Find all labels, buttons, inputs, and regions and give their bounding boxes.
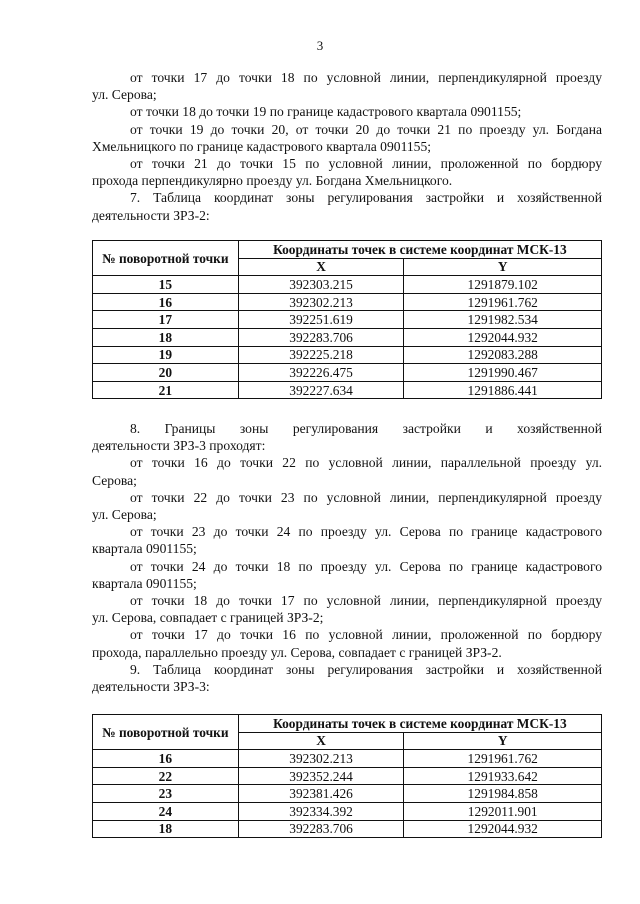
text-line: 7. Таблица координат зоны регулирования застройки и хозяйственной bbox=[130, 190, 602, 206]
point-number: 24 bbox=[93, 802, 239, 820]
y-coordinate: 1291879.102 bbox=[404, 276, 602, 294]
text-line: ул. Серова; bbox=[92, 87, 157, 103]
table-row bbox=[93, 311, 602, 329]
text-line: от точки 23 до точки 24 по проезду ул. Серова по границе кадастрового bbox=[130, 524, 602, 540]
table-row bbox=[93, 346, 602, 364]
text-line: 9. Таблица координат зоны регулирования застройки и хозяйственной bbox=[130, 661, 602, 677]
header-y: Y bbox=[404, 258, 602, 276]
zrz2-coordinates-table bbox=[92, 240, 602, 399]
point-number: 17 bbox=[93, 311, 239, 329]
header-point-number: № поворотной точки bbox=[93, 241, 239, 276]
table-row bbox=[93, 750, 602, 768]
text-line: ул. Серова, совпадает с границей ЗРЗ-2; bbox=[92, 610, 324, 626]
text-line: от точки 17 до точки 16 по условной линии, проложенной по бордюру bbox=[130, 627, 602, 643]
point-number: 18 bbox=[93, 328, 239, 346]
x-coordinate: 392251.619 bbox=[238, 311, 404, 329]
point-number: 21 bbox=[93, 381, 239, 399]
header-y: Y bbox=[404, 732, 602, 750]
text-line: от точки 18 до точки 17 по условной линии, перпендикулярной проезду bbox=[130, 593, 602, 609]
text-line: деятельности ЗРЗ-3 проходят: bbox=[92, 438, 266, 454]
text-line: от точки 16 до точки 22 по условной линии, параллельной проезду ул. bbox=[130, 455, 602, 471]
x-coordinate: 392283.706 bbox=[238, 328, 404, 346]
x-coordinate: 392283.706 bbox=[238, 820, 404, 838]
header-x: X bbox=[238, 258, 404, 276]
text-line: от точки 22 до точки 23 по условной линии, перпендикулярной проезду bbox=[130, 489, 602, 505]
point-number: 15 bbox=[93, 276, 239, 294]
header-point-number: № поворотной точки bbox=[93, 715, 239, 750]
y-coordinate: 1291961.762 bbox=[404, 293, 602, 311]
y-coordinate: 1291961.762 bbox=[404, 750, 602, 768]
x-coordinate: 392302.213 bbox=[238, 750, 404, 768]
y-coordinate: 1291984.858 bbox=[404, 785, 602, 803]
text-line: квартала 0901155; bbox=[92, 541, 197, 557]
table-row bbox=[93, 276, 602, 294]
table-row bbox=[93, 767, 602, 785]
x-coordinate: 392334.392 bbox=[238, 802, 404, 820]
text-line: деятельности ЗРЗ-2: bbox=[92, 207, 210, 223]
point-number: 23 bbox=[93, 785, 239, 803]
header-x: X bbox=[238, 732, 404, 750]
y-coordinate: 1292083.288 bbox=[404, 346, 602, 364]
text-line: от точки 17 до точки 18 по условной линии, перпендикулярной проезду bbox=[130, 70, 602, 85]
text-line: прохода перпендикулярно проезду ул. Богдана Хмельницкого. bbox=[92, 173, 453, 189]
point-number: 20 bbox=[93, 364, 239, 382]
zrz3-boundary-text bbox=[92, 420, 602, 695]
y-coordinate: 1291933.642 bbox=[404, 767, 602, 785]
point-number: 22 bbox=[93, 767, 239, 785]
y-coordinate: 1292011.901 bbox=[404, 802, 602, 820]
table-row bbox=[93, 364, 602, 382]
point-number: 19 bbox=[93, 346, 239, 364]
y-coordinate: 1291886.441 bbox=[404, 381, 602, 399]
text-line: Хмельницкого по границе кадастрового квартала 0901155; bbox=[92, 138, 432, 154]
header-coordinates: Координаты точек в системе координат МСК-13 bbox=[238, 241, 601, 259]
page-number: 3 bbox=[316, 38, 324, 53]
text-line: 8. Границы зоны регулирования застройки и хозяйственной bbox=[130, 421, 602, 436]
x-coordinate: 392303.215 bbox=[238, 276, 404, 294]
y-coordinate: 1292044.932 bbox=[404, 820, 602, 838]
text-line: от точки 24 до точки 18 по проезду ул. Серова по границе кадастрового bbox=[130, 558, 602, 574]
y-coordinate: 1292044.932 bbox=[404, 328, 602, 346]
text-line: от точки 19 до точки 20, от точки 20 до точки 21 по проезду ул. Богдана bbox=[130, 121, 602, 137]
text-line: от точки 18 до точки 19 по границе кадастрового квартала 0901155; bbox=[130, 104, 522, 120]
table-row bbox=[93, 802, 602, 820]
x-coordinate: 392302.213 bbox=[238, 293, 404, 311]
point-number: 16 bbox=[93, 750, 239, 768]
y-coordinate: 1291990.467 bbox=[404, 364, 602, 382]
text-line: Серова; bbox=[92, 472, 137, 488]
text-line: деятельности ЗРЗ-3: bbox=[92, 679, 210, 695]
table-row bbox=[93, 293, 602, 311]
text-line: от точки 21 до точки 15 по условной линии, проложенной по бордюру bbox=[130, 156, 602, 172]
table-row bbox=[93, 820, 602, 838]
x-coordinate: 392227.634 bbox=[238, 381, 404, 399]
text-line: квартала 0901155; bbox=[92, 575, 197, 591]
table-row bbox=[93, 328, 602, 346]
x-coordinate: 392225.218 bbox=[238, 346, 404, 364]
table-row bbox=[93, 381, 602, 399]
x-coordinate: 392352.244 bbox=[238, 767, 404, 785]
point-number: 16 bbox=[93, 293, 239, 311]
x-coordinate: 392226.475 bbox=[238, 364, 404, 382]
header-coordinates: Координаты точек в системе координат МСК-13 bbox=[238, 715, 601, 733]
table-row bbox=[93, 785, 602, 803]
text-line: ул. Серова; bbox=[92, 507, 157, 523]
point-number: 18 bbox=[93, 820, 239, 838]
x-coordinate: 392381.426 bbox=[238, 785, 404, 803]
zrz2-boundary-text bbox=[92, 69, 602, 224]
text-line: прохода, параллельно проезду ул. Серова, совпадает с границей ЗРЗ-2. bbox=[92, 644, 502, 660]
zrz3-coordinates-table bbox=[92, 714, 602, 838]
y-coordinate: 1291982.534 bbox=[404, 311, 602, 329]
